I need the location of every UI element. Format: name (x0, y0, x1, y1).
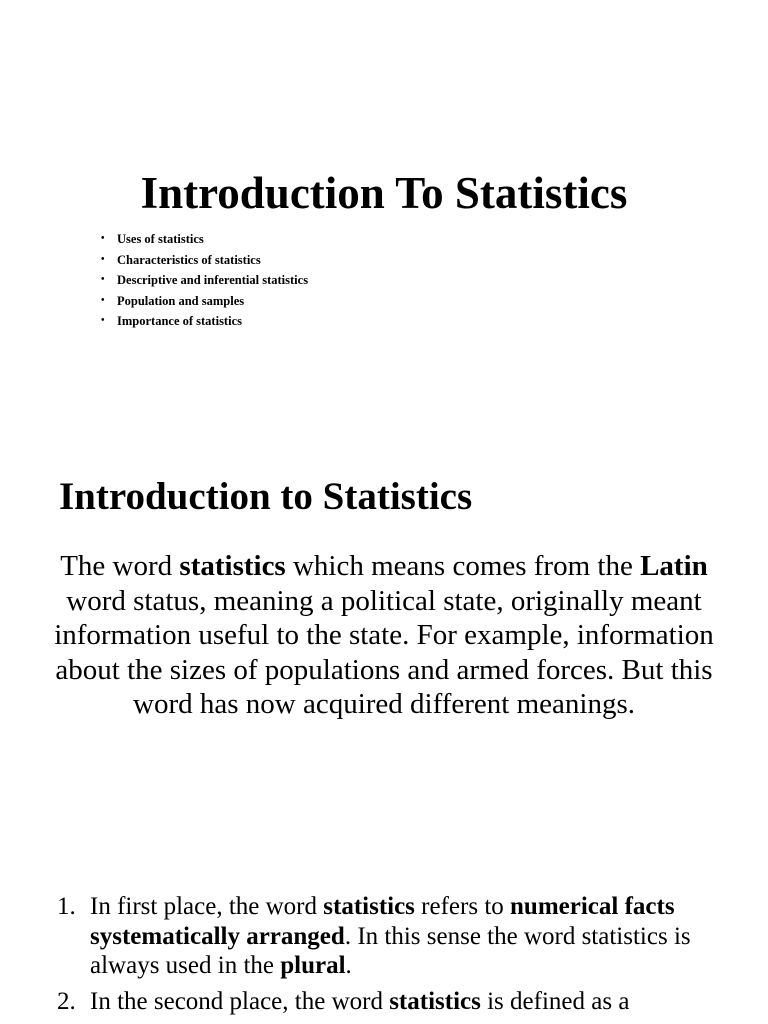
topic-label: Importance of statistics (117, 314, 242, 328)
topic-label: Descriptive and inferential statistics (117, 273, 309, 287)
list-item (101, 270, 308, 291)
bullet-icon: • (101, 315, 105, 326)
item-number: 1. (57, 893, 76, 920)
item-text: . In this sense the word statistics is always used in the (90, 922, 691, 979)
page-title: Introduction To Statistics (140, 168, 628, 218)
item-text: is defined as a (480, 987, 630, 1015)
item-number: 2. (57, 987, 76, 1015)
list-item (101, 291, 308, 312)
bullet-icon: • (101, 253, 105, 265)
list-item (57, 892, 757, 981)
topic-label: Uses of statistics (117, 232, 204, 246)
bullet-icon: • (101, 294, 105, 306)
bold-term-statistics: statistics (179, 550, 286, 582)
bullet-icon: • (101, 274, 105, 285)
paragraph-text: word status, meaning a political state, originally meant information useful to the state. For example, information about the sizes of populations and armed forces. But this word has now acquired different meanings. (54, 584, 714, 721)
bold-term: plural (280, 952, 346, 979)
bullet-icon: • (101, 233, 105, 244)
bold-term: statistics (389, 987, 481, 1015)
item-text: In the second place, the word (90, 987, 390, 1015)
list-item (57, 987, 757, 1017)
intro-paragraph (40, 549, 728, 722)
bold-term: numerical facts systematically arranged (90, 893, 675, 950)
item-text: In first place, the word (90, 893, 324, 920)
definitions-list (57, 892, 757, 1022)
list-item (101, 229, 308, 250)
topic-label: Population and samples (117, 293, 245, 308)
bold-term-latin: Latin (640, 550, 708, 582)
paragraph-text: which means comes from the (285, 550, 641, 582)
paragraph-text: The word (60, 550, 180, 582)
topic-label: Characteristics of statistics (117, 252, 261, 267)
list-item (101, 311, 308, 332)
section-heading: Introduction to Statistics (59, 475, 473, 518)
item-text: refers to (414, 893, 511, 920)
list-item (101, 250, 308, 271)
topic-list (101, 229, 308, 332)
item-text: . (345, 952, 352, 979)
bold-term: statistics (323, 893, 415, 920)
